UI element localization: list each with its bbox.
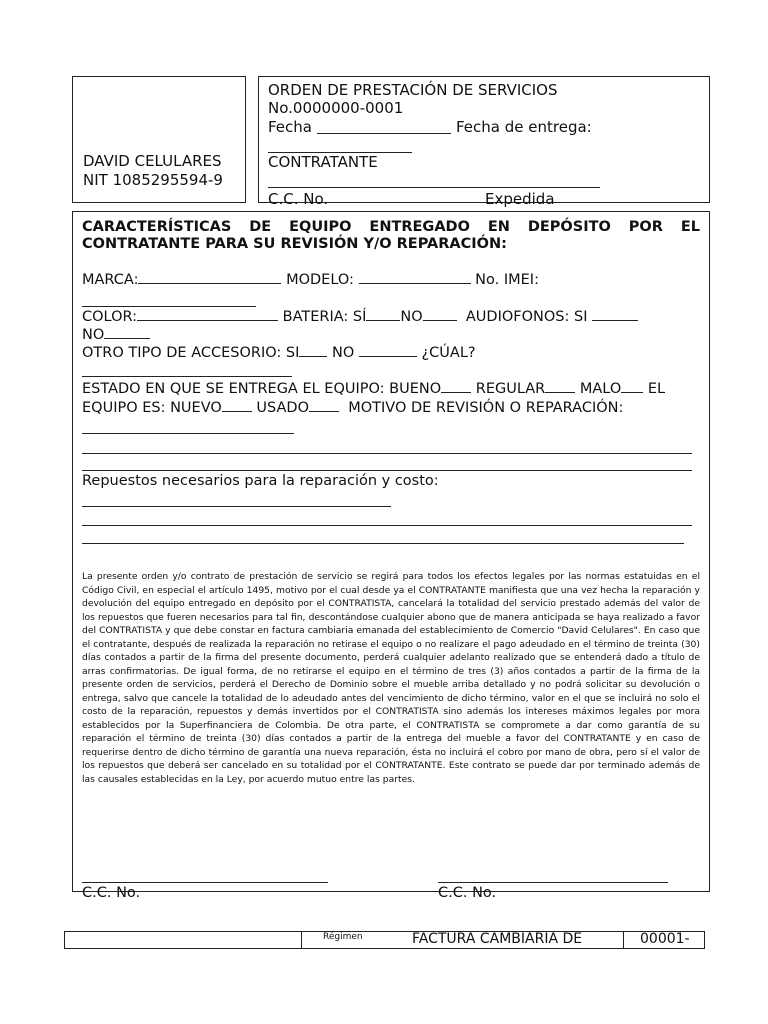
signature-cc-right: C.C. No. — [438, 885, 497, 901]
bateria-label: BATERIA: SÍ — [282, 309, 367, 325]
equipment-heading — [82, 219, 700, 253]
imei-label: No. IMEI: — [475, 272, 539, 288]
audiofonos-label: AUDIOFONOS: SI — [465, 309, 588, 325]
bateria-no-label: NO — [400, 309, 423, 325]
motivo-line-3 — [82, 470, 692, 471]
company-name: DAVID CELULARES — [83, 152, 222, 170]
marca-label: MARCA: — [82, 272, 139, 288]
factura-label: FACTURA CAMBIARIA DE — [412, 931, 583, 947]
factura-number: 00001- — [640, 931, 690, 947]
audiofonos-si-blank[interactable] — [592, 308, 638, 321]
fecha-line — [317, 133, 451, 134]
accesorio-row — [82, 344, 476, 362]
repuestos-line-1 — [82, 506, 391, 507]
equipment-heading-text: CARACTERÍSTICAS DE EQUIPO ENTREGADO EN DEPÓSITO POR EL CONTRATANTE PARA SU REVISIÓN Y/O REPARACIÓN: — [82, 219, 700, 252]
nuevo-blank[interactable] — [222, 399, 252, 412]
el-label: EL — [647, 381, 666, 397]
otro-si-blank[interactable] — [299, 344, 327, 357]
marca-row — [82, 271, 539, 289]
legal-text: La presente orden y/o contrato de prestación de servicio se regirá para todos los efectos legales por las normas estatuidas en el Código Civil, en especial el artículo 1495, motivo por el cual desde ya el CONTRATANTE manifiesta que una vez hecha la reparación y devolución del equipo entregado en depósito por el CONTRATISTA, cancelará la totalidad del servicio prestado además del valor de los repuestos que fueren necesarios para tal fin, descontándose cualquier abono que de manera anticipada se haya realizado a favor del CONTRATISTA y que debe constar en factura cambiaria emanada del establecimiento de Comercio "David Celulares". En caso que el contratante, después de realizada la reparación no retirase el equipo o no realizare el pago adeudado en el término de treinta (30) días contados a partir de la firma del presente documento, perderá cualquier adelanto realizado que se entenderá dado a título de arras confirmatorias. De igual forma, de no retirarse el equipo en el término de tres (3) años contados a partir de la firma de la presente orden de servicios, perderá el Derecho de Dominio sobre el mueble arriba detallado y no podrá solicitar su devolución o entrega, salvo que cancele la totalidad de lo adeudado antes del vencimiento de dicho término, valor en el que se incluirá no solo el costo de la reparación, repuestos y demás invertidos por el CONTRATISTA sino además los intereses máximos legales por mora establecidos por la Superfinanciera de Colombia. De otra parte, el CONTRATISTA se compromete a dar como garantía de su reparación el término de treinta (30) días contados a partir de la entrega del mueble a favor del CONTRATANTE y en caso de requerirse dentro de dicho término de garantía una nueva reparación, ésta no incluirá el cobro por mano de obra, pero sí el valor de los repuestos que deberá ser cancelado en su totalidad por el CONTRATANTE. Este contrato se puede dar por terminado además de las causales establecidas en la Ley, por acuerdo mutuo entre las partes. — [82, 571, 700, 785]
audiofonos-no-blank[interactable] — [104, 326, 150, 339]
color-blank[interactable] — [137, 308, 278, 321]
bueno-blank[interactable] — [441, 380, 471, 393]
color-row — [82, 308, 638, 326]
expedida-label: Expedida — [485, 190, 555, 208]
order-number: No.0000000-0001 — [268, 99, 404, 117]
signature-line-right — [438, 882, 668, 883]
equipo-es-label: EQUIPO ES: NUEVO — [82, 400, 222, 416]
signature-line-left — [82, 882, 328, 883]
color-label: COLOR: — [82, 309, 138, 325]
order-box — [258, 76, 710, 208]
company-nit: NIT 1085295594-9 — [83, 171, 223, 189]
repuestos-line-3 — [82, 543, 684, 544]
bateria-no-blank[interactable] — [423, 308, 457, 321]
regular-blank[interactable] — [545, 380, 575, 393]
footer-row — [64, 931, 705, 949]
motivo-label: MOTIVO DE REVISIÓN O REPARACIÓN: — [348, 400, 624, 416]
motivo-line-2 — [82, 453, 692, 454]
estado-row — [82, 380, 665, 398]
usado-blank[interactable] — [309, 399, 339, 412]
motivo-line-1 — [82, 433, 294, 434]
regimen-label: Régimen — [323, 932, 363, 942]
footer-divider-2 — [623, 931, 624, 949]
modelo-blank[interactable] — [359, 271, 471, 284]
modelo-label: MODELO: — [286, 272, 354, 288]
repuestos-line-2 — [82, 525, 692, 526]
malo-blank[interactable] — [621, 380, 643, 393]
equipo-es-row — [82, 399, 623, 417]
otro-no-blank[interactable] — [359, 344, 417, 357]
regular-label: REGULAR — [475, 381, 546, 397]
otro-accesorio-label: OTRO TIPO DE ACCESORIO: SI — [82, 345, 300, 361]
audiofonos-no-label: NO — [82, 327, 105, 343]
order-title: ORDEN DE PRESTACIÓN DE SERVICIOS — [268, 81, 558, 99]
fecha-label: Fecha — [268, 118, 312, 136]
marca-blank[interactable] — [138, 271, 281, 284]
audiofonos-no-row — [82, 326, 150, 344]
bateria-si-blank[interactable] — [366, 308, 400, 321]
otro-no-label: NO — [332, 345, 355, 361]
footer-divider-1 — [301, 931, 302, 949]
cual-label: ¿CÚAL? — [421, 345, 476, 361]
main-form-box — [72, 211, 710, 901]
imei-line — [82, 306, 256, 307]
usado-label: USADO — [256, 400, 309, 416]
estado-label: ESTADO EN QUE SE ENTREGA EL EQUIPO: BUENO — [82, 381, 442, 397]
contratante-line — [268, 187, 600, 188]
repuestos-label: Repuestos necesarios para la reparación y costo: — [82, 473, 439, 489]
signature-cc-left: C.C. No. — [82, 885, 141, 901]
malo-label: MALO — [579, 381, 622, 397]
accesorio-line — [82, 376, 292, 377]
cc-label: C.C. No. — [268, 190, 329, 208]
contratante-label: CONTRATANTE — [268, 153, 378, 171]
fecha-entrega-label: Fecha de entrega: — [456, 118, 592, 136]
